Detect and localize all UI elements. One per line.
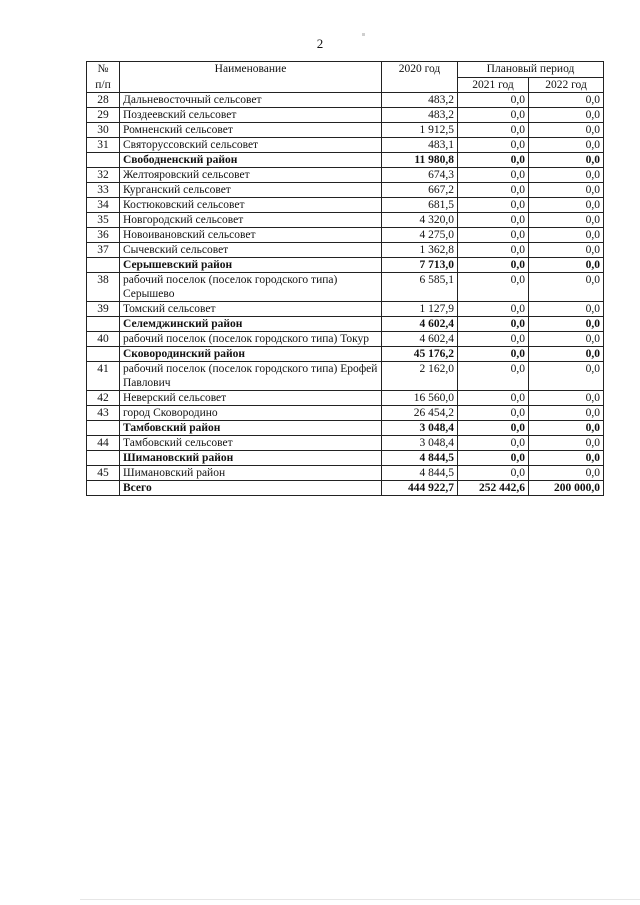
row-value-2020: 3 048,4 <box>382 421 458 436</box>
row-value-2020: 674,3 <box>382 168 458 183</box>
row-value-2020: 4 320,0 <box>382 213 458 228</box>
row-name: Курганский сельсовет <box>120 183 382 198</box>
row-value-2021: 0,0 <box>458 436 529 451</box>
row-name: Тамбовский район <box>120 421 382 436</box>
row-value-2020: 483,1 <box>382 138 458 153</box>
row-name: Серышевский район <box>120 258 382 273</box>
table-row <box>87 243 604 258</box>
table-row <box>87 213 604 228</box>
row-number: 31 <box>87 138 120 153</box>
table-row <box>87 228 604 243</box>
row-value-2020: 681,5 <box>382 198 458 213</box>
row-name: Свободненский район <box>120 153 382 168</box>
header-num-cell <box>87 62 120 93</box>
row-value-2022: 0,0 <box>529 198 604 213</box>
row-value-2022: 0,0 <box>529 362 604 391</box>
row-value-2022: 0,0 <box>529 391 604 406</box>
row-name: Дальневосточный сельсовет <box>120 93 382 108</box>
row-number: 42 <box>87 391 120 406</box>
row-value-2022: 0,0 <box>529 213 604 228</box>
budget-table <box>86 61 604 496</box>
row-number: 36 <box>87 228 120 243</box>
table-header <box>87 62 604 93</box>
header-name: Наименование <box>120 62 382 93</box>
row-number: 32 <box>87 168 120 183</box>
table-row-subtotal <box>87 258 604 273</box>
row-value-2022: 0,0 <box>529 317 604 332</box>
row-name: Желтояровский сельсовет <box>120 168 382 183</box>
row-value-2020: 4 275,0 <box>382 228 458 243</box>
row-name: Тамбовский сельсовет <box>120 436 382 451</box>
row-value-2021: 0,0 <box>458 123 529 138</box>
row-name: Неверский сельсовет <box>120 391 382 406</box>
row-value-2021: 0,0 <box>458 168 529 183</box>
table-row-subtotal <box>87 153 604 168</box>
row-value-2021: 0,0 <box>458 347 529 362</box>
row-value-2020: 6 585,1 <box>382 273 458 302</box>
row-value-2022: 0,0 <box>529 138 604 153</box>
row-number: 30 <box>87 123 120 138</box>
scan-mark <box>362 33 365 36</box>
row-value-2021: 0,0 <box>458 183 529 198</box>
row-value-2020: 1 912,5 <box>382 123 458 138</box>
row-name: Селемджинский район <box>120 317 382 332</box>
row-value-2022: 0,0 <box>529 168 604 183</box>
row-value-2022: 0,0 <box>529 153 604 168</box>
row-value-2021: 0,0 <box>458 273 529 302</box>
header-year-2020: 2020 год <box>382 62 458 93</box>
row-name: рабочий поселок (поселок городского типа) Ерофей Павлович <box>120 362 382 391</box>
row-number <box>87 451 120 466</box>
row-number: 29 <box>87 108 120 123</box>
header-year-2022: 2022 год <box>529 77 604 93</box>
page-number: 2 <box>316 36 324 51</box>
row-value-2021: 0,0 <box>458 317 529 332</box>
table-row-subtotal <box>87 451 604 466</box>
row-value-2022: 0,0 <box>529 108 604 123</box>
row-number: 39 <box>87 302 120 317</box>
table-row <box>87 362 604 391</box>
row-value-2021: 0,0 <box>458 302 529 317</box>
row-value-2021: 0,0 <box>458 466 529 481</box>
row-value-2021: 0,0 <box>458 93 529 108</box>
row-number <box>87 421 120 436</box>
row-number: 44 <box>87 436 120 451</box>
row-value-2020: 3 048,4 <box>382 436 458 451</box>
row-value-2021: 0,0 <box>458 153 529 168</box>
table-row <box>87 168 604 183</box>
row-value-2020: 4 844,5 <box>382 451 458 466</box>
table-row <box>87 198 604 213</box>
table-row <box>87 466 604 481</box>
row-number <box>87 317 120 332</box>
row-number: 38 <box>87 273 120 302</box>
row-value-2021: 0,0 <box>458 362 529 391</box>
row-value-2021: 0,0 <box>458 138 529 153</box>
row-value-2022: 0,0 <box>529 123 604 138</box>
table-row-subtotal <box>87 421 604 436</box>
table-row <box>87 332 604 347</box>
row-value-2020: 1 362,8 <box>382 243 458 258</box>
row-value-2022: 0,0 <box>529 436 604 451</box>
row-value-2022: 0,0 <box>529 451 604 466</box>
table-row-subtotal <box>87 347 604 362</box>
row-name: Святоруссовский сельсовет <box>120 138 382 153</box>
row-value-2021: 0,0 <box>458 108 529 123</box>
row-name: рабочий поселок (поселок городского типа) Токур <box>120 332 382 347</box>
row-value-2022: 0,0 <box>529 258 604 273</box>
header-num-sub: п/п <box>95 79 111 91</box>
row-value-2022: 0,0 <box>529 347 604 362</box>
header-planned-period: Плановый период <box>458 62 604 78</box>
row-name: Всего <box>120 481 382 496</box>
row-name: Шимановский район <box>120 466 382 481</box>
row-name: Поздеевский сельсовет <box>120 108 382 123</box>
row-value-2020: 483,2 <box>382 93 458 108</box>
row-value-2021: 0,0 <box>458 332 529 347</box>
row-value-2021: 0,0 <box>458 198 529 213</box>
row-number: 28 <box>87 93 120 108</box>
table-row-subtotal <box>87 481 604 496</box>
row-value-2022: 0,0 <box>529 243 604 258</box>
row-value-2022: 0,0 <box>529 228 604 243</box>
row-name: Сковородинский район <box>120 347 382 362</box>
row-value-2022: 200 000,0 <box>529 481 604 496</box>
header-num: № <box>97 63 109 75</box>
row-value-2021: 0,0 <box>458 213 529 228</box>
table-row <box>87 406 604 421</box>
row-value-2021: 0,0 <box>458 228 529 243</box>
row-value-2022: 0,0 <box>529 466 604 481</box>
row-value-2022: 0,0 <box>529 273 604 302</box>
row-value-2020: 7 713,0 <box>382 258 458 273</box>
row-name: Ромненский сельсовет <box>120 123 382 138</box>
row-value-2020: 26 454,2 <box>382 406 458 421</box>
row-number: 34 <box>87 198 120 213</box>
row-value-2020: 11 980,8 <box>382 153 458 168</box>
row-value-2022: 0,0 <box>529 183 604 198</box>
row-name: Новоивановский сельсовет <box>120 228 382 243</box>
row-number: 37 <box>87 243 120 258</box>
row-number: 40 <box>87 332 120 347</box>
row-value-2022: 0,0 <box>529 302 604 317</box>
row-value-2020: 483,2 <box>382 108 458 123</box>
row-number <box>87 481 120 496</box>
row-value-2022: 0,0 <box>529 93 604 108</box>
row-name: Томский сельсовет <box>120 302 382 317</box>
row-number <box>87 347 120 362</box>
row-name: город Сковородино <box>120 406 382 421</box>
row-value-2020: 4 602,4 <box>382 332 458 347</box>
row-value-2021: 0,0 <box>458 391 529 406</box>
row-name: Шимановский район <box>120 451 382 466</box>
row-value-2021: 252 442,6 <box>458 481 529 496</box>
table-row <box>87 273 604 302</box>
row-value-2021: 0,0 <box>458 243 529 258</box>
row-number <box>87 258 120 273</box>
table-row <box>87 302 604 317</box>
table-row <box>87 123 604 138</box>
table-row <box>87 138 604 153</box>
row-value-2022: 0,0 <box>529 406 604 421</box>
row-name: Сычевский сельсовет <box>120 243 382 258</box>
row-value-2021: 0,0 <box>458 451 529 466</box>
row-number: 41 <box>87 362 120 391</box>
row-number: 33 <box>87 183 120 198</box>
row-name: Новгородский сельсовет <box>120 213 382 228</box>
row-value-2020: 4 602,4 <box>382 317 458 332</box>
row-value-2020: 444 922,7 <box>382 481 458 496</box>
row-number: 45 <box>87 466 120 481</box>
table-row-subtotal <box>87 317 604 332</box>
row-name: Костюковский сельсовет <box>120 198 382 213</box>
row-number <box>87 153 120 168</box>
row-value-2020: 667,2 <box>382 183 458 198</box>
row-value-2020: 4 844,5 <box>382 466 458 481</box>
table-row <box>87 436 604 451</box>
row-value-2021: 0,0 <box>458 421 529 436</box>
row-value-2020: 16 560,0 <box>382 391 458 406</box>
row-value-2020: 2 162,0 <box>382 362 458 391</box>
row-value-2020: 1 127,9 <box>382 302 458 317</box>
row-value-2022: 0,0 <box>529 332 604 347</box>
table-row <box>87 93 604 108</box>
row-value-2021: 0,0 <box>458 258 529 273</box>
row-value-2021: 0,0 <box>458 406 529 421</box>
table-body <box>87 93 604 496</box>
row-name: рабочий поселок (поселок городского типа) Серышево <box>120 273 382 302</box>
table-row <box>87 183 604 198</box>
scan-edge-line <box>80 899 640 900</box>
table-row <box>87 391 604 406</box>
row-value-2020: 45 176,2 <box>382 347 458 362</box>
row-number: 43 <box>87 406 120 421</box>
row-number: 35 <box>87 213 120 228</box>
header-year-2021: 2021 год <box>458 77 529 93</box>
row-value-2022: 0,0 <box>529 421 604 436</box>
table-row <box>87 108 604 123</box>
